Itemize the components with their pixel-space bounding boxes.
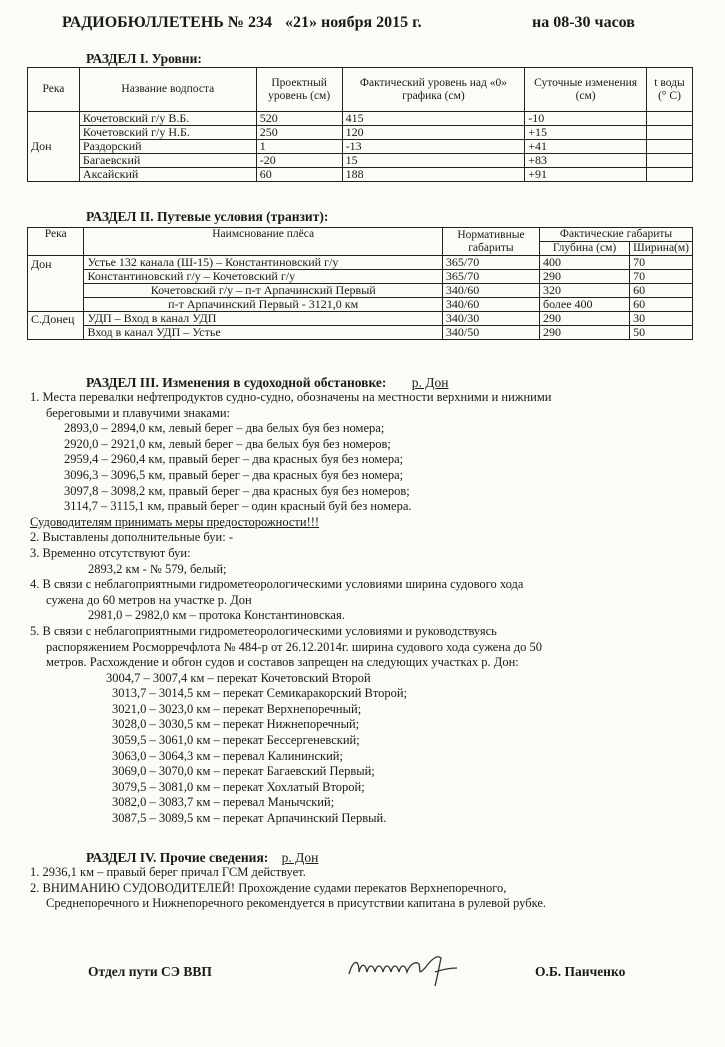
col-width: Ширина(м)	[630, 242, 693, 256]
text-line: сужена до 60 метров на участке р. Дон	[46, 592, 252, 607]
bulletin-time: на 08-30 часов	[532, 14, 635, 31]
text-line: 3087,5 – 3089,5 км – перекат Арпачинский Первый.	[112, 811, 387, 826]
text-line: 2893,2 км - № 579, белый;	[88, 561, 227, 576]
section4-river: р. Дон	[281, 850, 319, 865]
table-row: Дон Кочетовский г/у В.Б. 520 415 -10	[28, 112, 693, 126]
text-line: 3013,7 – 3014,5 км – перекат Семикаракорский Второй;	[112, 686, 408, 701]
text-line: 5. В связи с неблагоприятными гидрометеорологическими условиями и руководствуясь	[30, 623, 497, 638]
section3-river: р. Дон	[411, 375, 449, 390]
text-line: 2. Выставлены дополнительные буи: -	[30, 530, 233, 545]
department: Отдел пути СЭ ВВП	[88, 964, 212, 979]
levels-header-row	[28, 68, 693, 112]
table-row: Дон Устье 132 канала (Ш-15) – Константиновский г/у 365/70 400 70	[28, 256, 693, 270]
river-cell: Дон	[28, 256, 84, 312]
table-row: Аксайский 60 188 +91	[28, 168, 693, 182]
col-water-temp: t воды (° C)	[647, 68, 693, 112]
table-row: С.Донец УДП – Вход в канал УДП 340/30 290 30	[28, 312, 693, 326]
table-row: Кочетовский г/у Н.Б. 250 120 +15	[28, 126, 693, 140]
section2-title: РАЗДЕЛ II. Путевые условия (транзит):	[86, 209, 329, 224]
col-reach-name: Наимснование плёса	[84, 228, 442, 256]
text-line: 3021,0 – 3023,0 км – перекат Верхнепоречный;	[112, 701, 362, 716]
table-row: Вход в канал УДП – Устье 340/50 290 50	[28, 326, 693, 340]
levels-table	[27, 67, 693, 182]
text-line: 3028,0 – 3030,5 км – перекат Нижнепоречный;	[112, 717, 360, 732]
col-daily-change: Суточные изменения (см)	[525, 68, 647, 112]
col-actual-level: Фактический уровень над «0» графика (см)	[342, 68, 525, 112]
col-design-level: Проектный уровень (см)	[256, 68, 342, 112]
text-line: Среднепоречного и Нижнепоречного рекомендуется в присутствии капитана в рулевой рубке.	[46, 896, 547, 911]
text-line: береговыми и плавучими знаками:	[46, 405, 231, 420]
col-gauge-name: Название водпоста	[79, 68, 256, 112]
section3-body	[30, 390, 710, 827]
text-line: 3097,8 – 3098,2 км, правый берег – два красных буя без номеров;	[64, 483, 410, 498]
river-cell: Дон	[28, 112, 80, 182]
signatory-name: О.Б. Панченко	[535, 964, 626, 979]
text-line: метров. Расхождение и обгон судов и составов запрещен на следующих участках р. Дон:	[46, 655, 519, 670]
bulletin-date: «21» ноября 2015 г.	[285, 14, 422, 31]
section1-title: РАЗДЕЛ I. Уровни:	[86, 51, 202, 66]
table-row: Константиновский г/у – Кочетовский г/у 365/70 290 70	[28, 270, 693, 284]
text-line: 2920,0 – 2921,0 км, левый берег – два белых буя без номеров;	[64, 436, 391, 451]
col-depth: Глубина (см)	[539, 242, 629, 256]
text-line: 3069,0 – 3070,0 км – перекат Багаевский Первый;	[112, 764, 375, 779]
text-line: 3. Временно отсутствуют буи:	[30, 545, 191, 560]
text-line: 3004,7 – 3007,4 км – перекат Кочетовский Второй	[106, 670, 371, 685]
table-row: п-т Арпачинский Первый - 3121,0 км 340/60 более 400 60	[28, 298, 693, 312]
col-river: Река	[28, 68, 80, 112]
text-line: 3063,0 – 3064,3 км – перевал Калининский;	[112, 748, 343, 763]
text-line: распоряжением Росморречфлота № 484-р от 26.12.2014г. ширина судового хода сужена до 50	[46, 639, 542, 654]
table-row: Багаевский -20 15 +83	[28, 154, 693, 168]
transit-table	[27, 227, 693, 340]
text-line: 3114,7 – 3115,1 км, правый берег – один красный буй без номера.	[64, 499, 412, 514]
transit-header-row	[28, 228, 693, 242]
table-row: Раздорский 1 -13 +41	[28, 140, 693, 154]
section3-title: РАЗДЕЛ III. Изменения в судоходной обстановке: р. Дон	[86, 375, 449, 390]
text-line: 4. В связи с неблагоприятными гидрометеорологическими условиями ширина судового хода	[30, 577, 524, 592]
text-line: Судоводителям принимать меры предосторожности!!!	[30, 514, 320, 529]
river-cell: С.Донец	[28, 312, 84, 340]
table-row: Кочетовский г/у – п-т Арпачинский Первый 340/60 320 60	[28, 284, 693, 298]
section4-body	[30, 865, 710, 912]
text-line: 3082,0 – 3083,7 км – перевал Манычский;	[112, 795, 335, 810]
text-line: 3096,3 – 3096,5 км, правый берег – два красных буя без номера;	[64, 467, 404, 482]
text-line: 3059,5 – 3061,0 км – перекат Бессергеневский;	[112, 733, 360, 748]
col-normative: Нормативные габариты	[442, 228, 539, 256]
text-line: 1. Места перевалки нефтепродуктов судно-судно, обозначены на местности верхними и нижними	[30, 390, 552, 404]
signature	[345, 948, 465, 993]
section4-title: РАЗДЕЛ IV. Прочие сведения: р. Дон	[86, 850, 319, 865]
text-line: 2. ВНИМАНИЮ СУДОВОДИТЕЛЕЙ! Прохождение судами перекатов Верхнепоречного,	[30, 880, 507, 895]
text-line: 2981,0 – 2982,0 км – протока Константиновская.	[88, 608, 345, 623]
col-river: Река	[28, 228, 84, 256]
text-line: 1. 2936,1 км – правый берег причал ГСМ действует.	[30, 865, 306, 879]
text-line: 2893,0 – 2894,0 км, левый берег – два белых буя без номера;	[64, 421, 385, 436]
text-line: 3079,5 – 3081,0 км – перекат Хохлатый Второй;	[112, 779, 365, 794]
col-actual: Фактические габариты	[539, 228, 692, 242]
text-line: 2959,4 – 2960,4 км, правый берег – два красных буя без номера;	[64, 452, 404, 467]
bulletin-title: РАДИОБЮЛЛЕТЕНЬ № 234	[62, 14, 272, 31]
